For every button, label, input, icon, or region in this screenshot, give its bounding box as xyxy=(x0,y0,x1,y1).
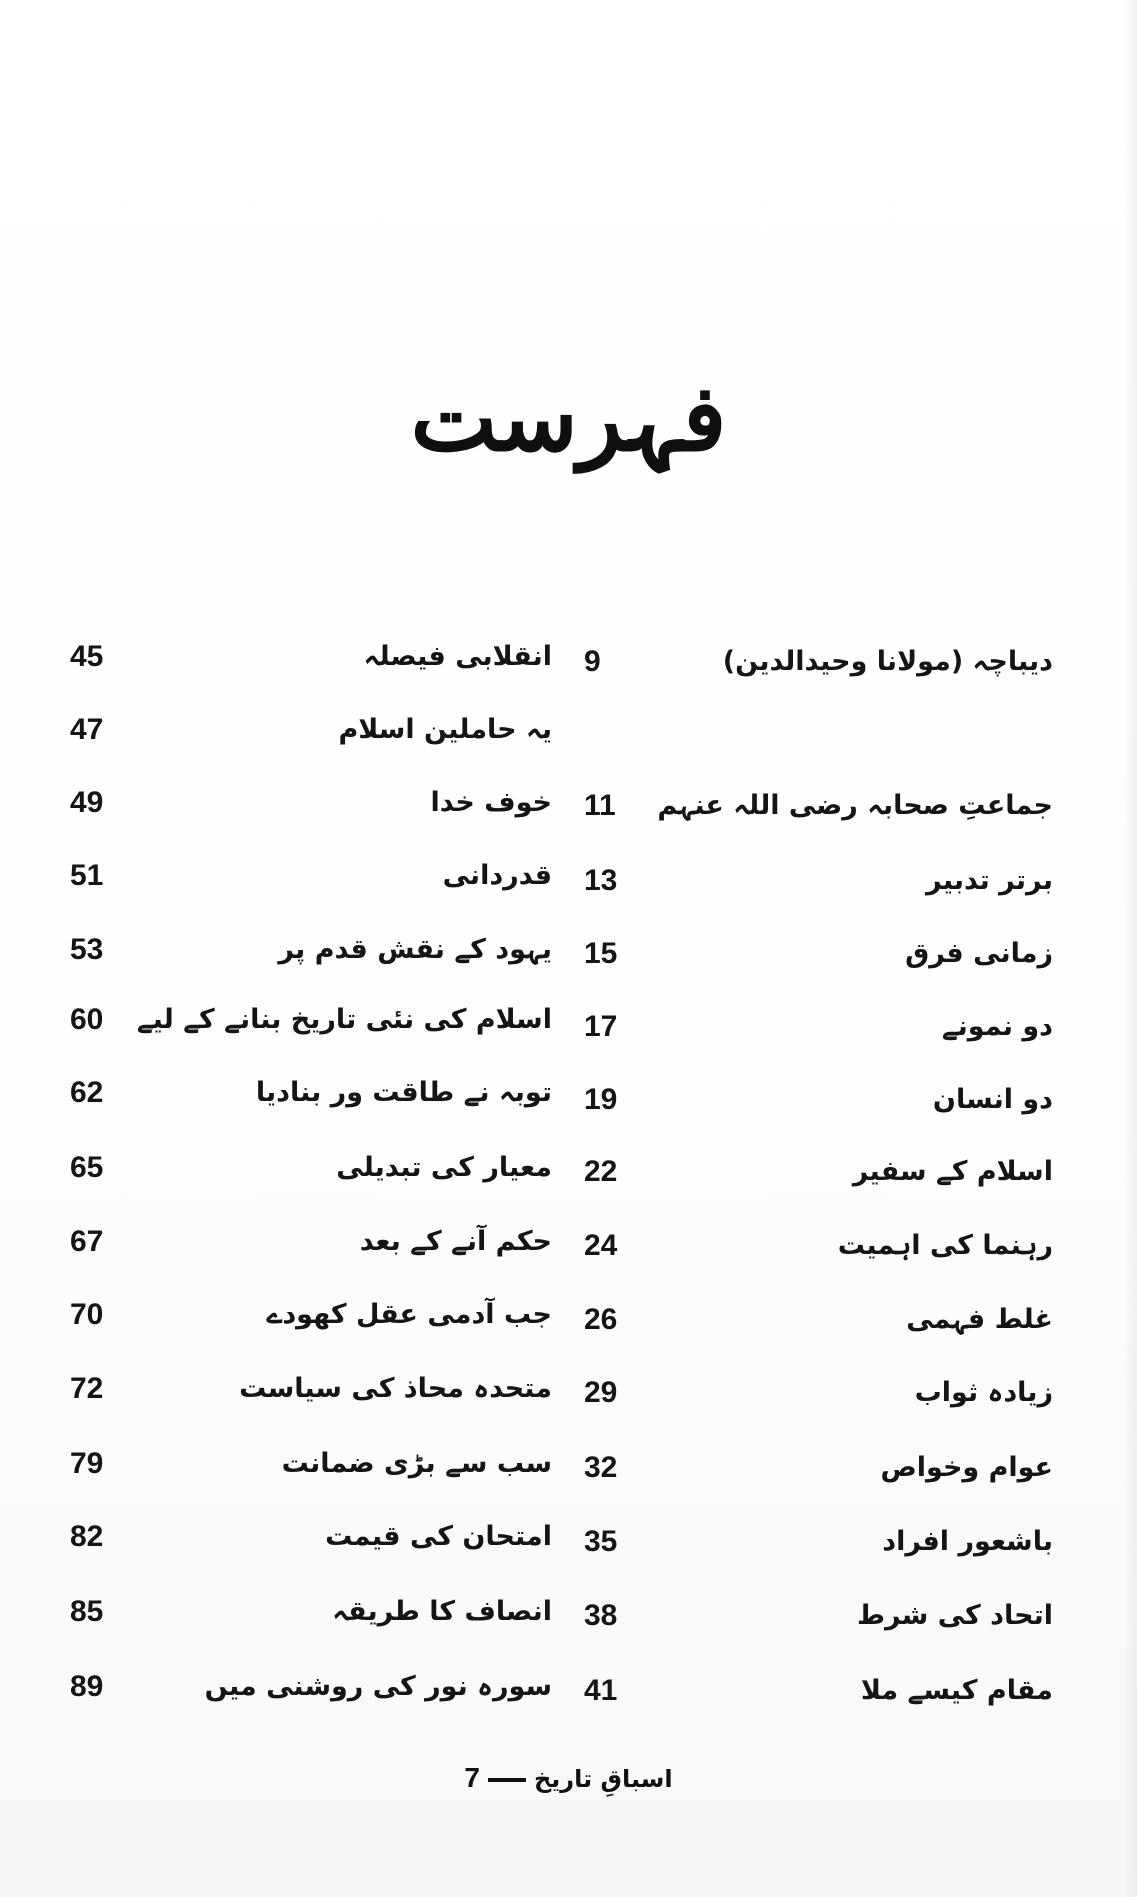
toc-left-page: 70 xyxy=(70,1298,104,1331)
toc-right-title: غلط فہمی xyxy=(906,1304,1053,1335)
footer-separator xyxy=(488,1778,526,1782)
toc-left-page: 67 xyxy=(70,1225,104,1258)
toc-left-title: حکم آنے کے بعد xyxy=(359,1226,552,1257)
toc-right-page: 41 xyxy=(584,1674,618,1707)
toc-right-page: 13 xyxy=(584,864,618,897)
toc-right-title: زیادہ ثواب xyxy=(914,1377,1053,1408)
toc-right-title: باشعور افراد xyxy=(882,1526,1053,1557)
toc-left-title: سب سے بڑی ضمانت xyxy=(281,1448,552,1479)
toc-right-page: 15 xyxy=(584,937,618,970)
toc-left-page: 72 xyxy=(70,1372,104,1405)
toc-left-title: قدردانی xyxy=(442,860,552,891)
toc-left-title: انقلابی فیصلہ xyxy=(363,641,552,672)
toc-left-page: 49 xyxy=(70,786,104,819)
toc-left-page: 45 xyxy=(70,640,104,673)
toc-right-title: دیباچہ (مولانا وحیدالدین) xyxy=(722,646,1053,677)
toc-left-page: 62 xyxy=(70,1076,104,1109)
page-footer xyxy=(0,1762,1137,1794)
toc-right-page: 35 xyxy=(584,1525,618,1558)
page-title: فہرست xyxy=(410,364,727,472)
toc-left-page: 53 xyxy=(70,933,104,966)
toc-right-page: 11 xyxy=(584,789,616,822)
toc-right-title: اسلام کے سفیر xyxy=(852,1156,1053,1187)
toc-right-page: 29 xyxy=(584,1376,618,1409)
toc-right-title: مقام کیسے ملا xyxy=(860,1675,1053,1706)
toc-left-title: یہود کے نقش قدم پر xyxy=(278,934,552,965)
toc-right-title: رہنما کی اہمیت xyxy=(837,1230,1053,1261)
toc-left-title: خوف خدا xyxy=(430,787,552,818)
toc-left-title: یہ حاملین اسلام xyxy=(338,714,552,745)
toc-right-title: برتر تدبیر xyxy=(926,865,1053,896)
toc-left-page: 89 xyxy=(70,1670,104,1703)
toc-left-page: 82 xyxy=(70,1520,104,1553)
toc-left-page: 47 xyxy=(70,713,104,746)
toc-left-title: معیار کی تبدیلی xyxy=(336,1152,552,1183)
toc-right-title: اتحاد کی شرط xyxy=(856,1600,1053,1631)
toc-right-page: 19 xyxy=(584,1083,618,1116)
toc-right-page: 17 xyxy=(584,1010,618,1043)
toc-left-title: توبہ نے طاقت ور بنادیا xyxy=(255,1077,552,1108)
toc-right-page: 9 xyxy=(584,645,601,678)
toc-right-page: 38 xyxy=(584,1599,618,1632)
toc-right-page: 24 xyxy=(584,1229,618,1262)
toc-left-title: امتحان کی قیمت xyxy=(325,1521,552,1552)
toc-right-page: 26 xyxy=(584,1303,618,1336)
footer-book-title: اسباقِ تاریخ xyxy=(533,1765,673,1793)
toc-left-page: 65 xyxy=(70,1151,104,1184)
toc-left-title: متحدہ محاذ کی سیاست xyxy=(239,1373,552,1404)
toc-right-title: دو نمونے xyxy=(941,1011,1053,1042)
footer-page-number: 7 xyxy=(464,1762,480,1793)
toc-right-title: دو انسان xyxy=(932,1084,1053,1115)
toc-right-title: زمانی فرق xyxy=(905,938,1053,969)
toc-left-title: جب آدمی عقل کھودے xyxy=(266,1299,552,1330)
toc-left-page: 60 xyxy=(70,1003,104,1036)
toc-right-title: عوام وخواص xyxy=(880,1452,1053,1483)
toc-left-title: سورہ نور کی روشنی میں xyxy=(204,1671,552,1702)
toc-right-title: جماعتِ صحابہ رضی اللہ عنہم xyxy=(657,790,1053,821)
toc-right-page: 22 xyxy=(584,1155,618,1188)
toc-left-title: انصاف کا طریقہ xyxy=(332,1596,552,1627)
toc-left-page: 51 xyxy=(70,859,104,892)
toc-right-page: 32 xyxy=(584,1451,618,1484)
toc-left-page: 85 xyxy=(70,1595,104,1628)
toc-left-title: اسلام کی نئی تاریخ بنانے کے لیے xyxy=(136,1004,552,1035)
toc-left-page: 79 xyxy=(70,1447,104,1480)
